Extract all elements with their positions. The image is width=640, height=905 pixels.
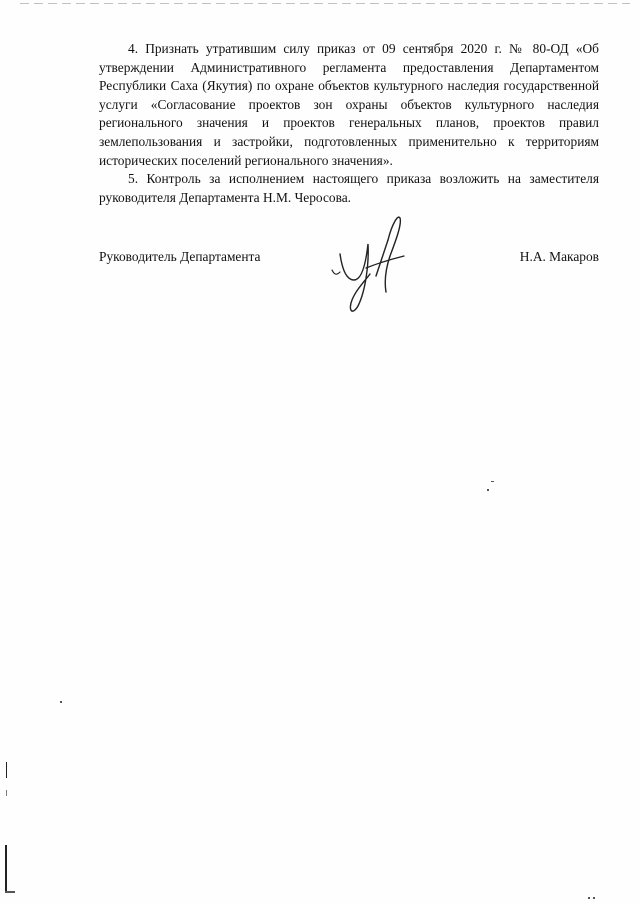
paragraph-5: 5. Контроль за исполнением настоящего приказа возложить на заместителя руководителя Департамента Н.М. Черосова. bbox=[99, 171, 599, 205]
paragraph-4: 4. Признать утратившим силу приказ от 09 сентября 2020 г. № 80-ОД «Об утверждении Административного регламента предоставления Департаментом Республики Саха (Якутия) по охране объектов культурного наследия государственной услуги «Согласование проектов зон охраны объектов культурного наследия регионального значения и проектов генеральных планов, проектов правил землепользования и застройки, подготовленных применительно к территориям исторических поселений регионального значения». bbox=[99, 41, 599, 168]
scan-speck bbox=[588, 897, 590, 899]
signer-position: Руководитель Департамента bbox=[99, 249, 261, 264]
scan-edge-line bbox=[20, 3, 630, 4]
scan-speck bbox=[487, 489, 489, 491]
scan-speck bbox=[491, 481, 494, 482]
document-body bbox=[99, 40, 599, 207]
signer-name: Н.А. Макаров bbox=[519, 249, 599, 264]
scan-speck bbox=[60, 701, 62, 703]
handwritten-signature bbox=[318, 210, 418, 320]
scan-margin-mark bbox=[6, 790, 7, 796]
scan-margin-mark bbox=[6, 762, 7, 778]
scan-margin-mark bbox=[5, 845, 7, 893]
scan-margin-mark bbox=[5, 891, 15, 893]
scan-speck bbox=[593, 897, 595, 899]
